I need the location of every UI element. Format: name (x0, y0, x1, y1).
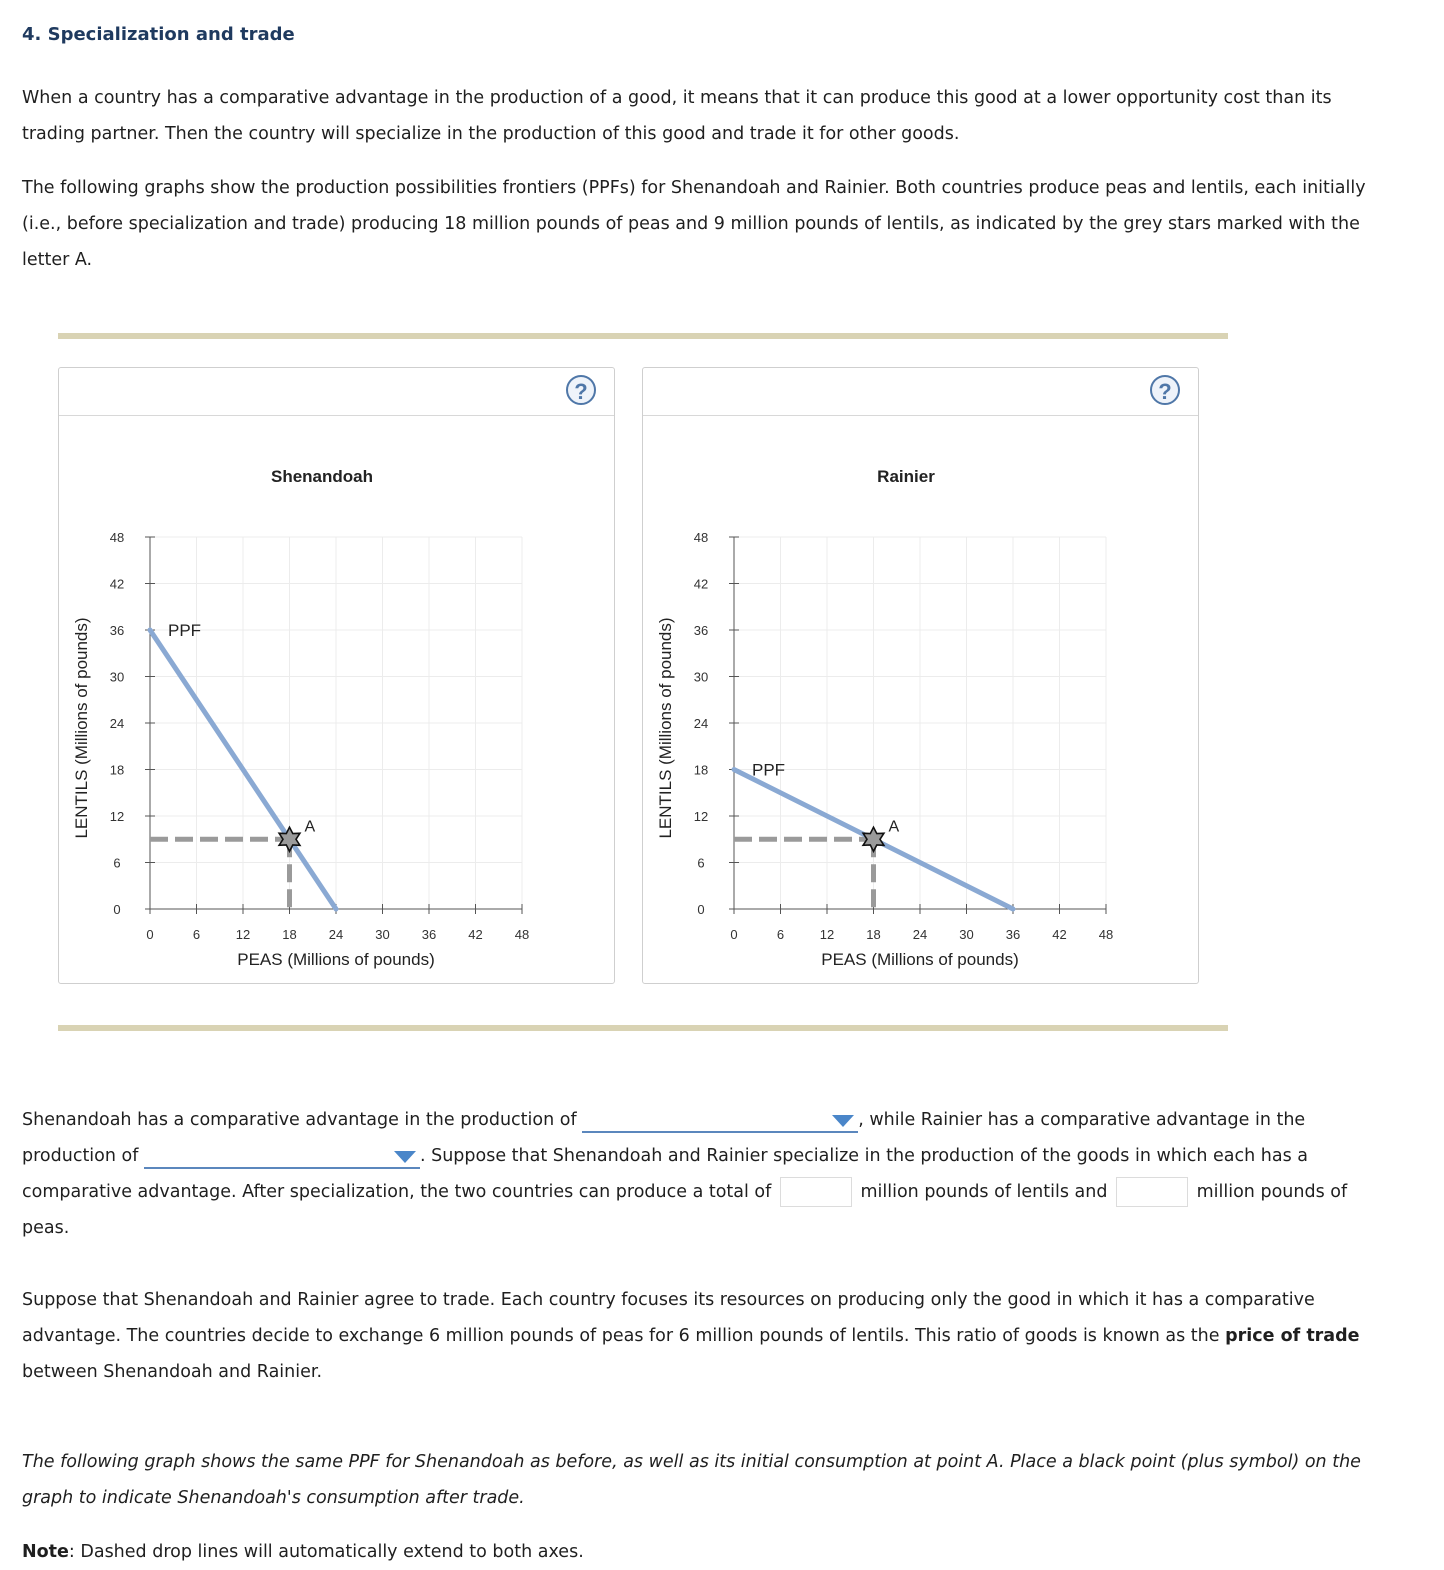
rainier-y-tick-label: 30 (693, 669, 709, 685)
shenandoah-graph-panel (58, 367, 615, 984)
rainier-graph-panel (642, 367, 1199, 984)
rainier-y-tick-label: 48 (693, 530, 709, 545)
trade-text-1: Suppose that Shenandoah and Rainier agree to trade. Each country focuses its resources on producing only the good in which it has a comparative advantage. The countries decide to exchange 6 million pounds of peas for 6 million pounds of lentils. This ratio of goods is known as the (22, 1290, 1315, 1346)
rainier-y-tick-label: 36 (693, 623, 709, 638)
rainier-y-tick-label: 0 (697, 902, 705, 917)
note-paragraph (22, 1534, 1392, 1570)
rainier-y-tick-label: 42 (693, 576, 709, 592)
rainier-x-tick-label: 12 (819, 927, 835, 942)
shenandoah-y-tick-label: 36 (109, 623, 125, 638)
rainier-y-tick-label: 24 (693, 716, 709, 731)
rainier-x-tick-label: 30 (959, 927, 974, 942)
shenandoah-ppf-label: PPF (168, 621, 202, 640)
rainier-x-tick-label: 48 (1098, 927, 1114, 942)
shenandoah-x-tick-label: 6 (192, 927, 201, 942)
trade-paragraph (22, 1282, 1392, 1390)
note-label: Note (22, 1542, 69, 1562)
rainier-y-tick-label: 12 (693, 809, 709, 824)
note-text: : Dashed drop lines will automatically extend to both axes. (68, 1542, 584, 1562)
rainier-point-a-star-icon (863, 827, 884, 851)
shenandoah-y-tick-label: 24 (109, 716, 125, 731)
shenandoah-x-tick-label: 48 (514, 927, 530, 942)
ppf-paragraph: The following graphs show the production possibilities frontiers (PPFs) for Shenandoah and Rainier. Both countries produce peas and lentils, each initially (i.e., before specialization and trade) producing 18 million pounds of peas and 9 million pounds of lentils, as indicated by the grey stars marked with the letter A. (22, 178, 1366, 270)
shenandoah-y-tick-label: 42 (109, 576, 125, 592)
price-of-trade-term: price of trade (1225, 1326, 1360, 1346)
shenandoah-graph[interactable] (59, 368, 614, 983)
total-lentils-input[interactable] (780, 1177, 852, 1207)
rainier-x-tick-label: 18 (866, 927, 881, 942)
instruction-paragraph: The following graph shows the same PPF for Shenandoah as before, as well as its initial consumption at point A. Place a black point (plus symbol) on the graph to indicate Shenandoah's consumption after trade. (22, 1452, 1361, 1508)
intro-paragraph: When a country has a comparative advantage in the production of a good, it means that it can produce this good at a lower opportunity cost than its trading partner. Then the country will specialize in the production of this good and trade it for other goods. (22, 88, 1332, 144)
shenandoah-chart-title: Shenandoah (270, 467, 374, 486)
shenandoah-y-tick-label: 12 (109, 809, 125, 824)
shenandoah-x-tick-label: 12 (235, 927, 251, 942)
shenandoah-x-tick-label: 18 (282, 927, 297, 942)
question-text-3: . Suppose that Shenandoah and Rainier specialize in the production of the goods in which each has a comparative advantage. After specialization, the two countries can produce a total of (22, 1146, 1309, 1202)
rainier-x-tick-label: 24 (912, 927, 928, 942)
shenandoah-x-tick-label: 42 (468, 927, 483, 942)
graph-section-top-bar (58, 333, 1228, 339)
graph-section-bottom-bar (58, 1025, 1228, 1031)
shenandoah-y-tick-label: 30 (109, 669, 125, 685)
rainier-ppf-label: PPF (752, 760, 786, 780)
shenandoah-help-button[interactable]: ? (566, 375, 596, 405)
rainier-x-tick-label: 36 (1005, 927, 1021, 942)
rainier-point-a-label: A (888, 818, 900, 836)
trade-text-2: between Shenandoah and Rainier. (22, 1362, 323, 1382)
shenandoah-x-tick-label: 24 (328, 927, 344, 942)
rainier-y-tick-label: 18 (693, 762, 709, 778)
question-text-5: million pounds of peas. (22, 1182, 1348, 1238)
dropdown-caret-icon (832, 1115, 854, 1127)
shenandoah-y-tick-label: 48 (109, 530, 125, 545)
rainier-chart-title: Rainier (877, 467, 935, 486)
question-text-1: Shenandoah has a comparative advantage in the production of (22, 1110, 577, 1130)
shenandoah-y-tick-label: 6 (113, 855, 121, 871)
dropdown-caret-icon (394, 1151, 416, 1163)
shenandoah-x-tick-label: 0 (146, 927, 154, 942)
shenandoah-point-a-label: A (304, 818, 316, 836)
total-peas-input[interactable] (1116, 1177, 1188, 1207)
shenandoah-y-tick-label: 0 (113, 902, 121, 917)
section-title: 4. Specialization and trade (22, 24, 295, 45)
rainier-y-axis-label: LENTILS (Millions of pounds) (656, 617, 675, 839)
rainier-x-tick-label: 0 (730, 927, 738, 942)
question-text-2: , while Rainier has a comparative advantage in the production of (22, 1110, 1306, 1166)
rainier-x-tick-label: 42 (1052, 927, 1067, 942)
shenandoah-x-tick-label: 30 (375, 927, 390, 942)
rainier-x-axis-label: PEAS (Millions of pounds) (821, 950, 1019, 969)
question-text-4: million pounds of lentils and (860, 1182, 1108, 1202)
rainier-help-button[interactable]: ? (1150, 375, 1180, 405)
shenandoah-x-axis-label: PEAS (Millions of pounds) (237, 950, 435, 969)
rainier-advantage-dropdown[interactable] (144, 1141, 420, 1169)
shenandoah-x-tick-label: 36 (421, 927, 437, 942)
shenandoah-y-tick-label: 18 (109, 762, 125, 778)
rainier-graph[interactable] (643, 368, 1198, 983)
question-paragraph (22, 1102, 1392, 1246)
rainier-x-tick-label: 6 (776, 927, 785, 942)
shenandoah-advantage-dropdown[interactable] (582, 1105, 858, 1133)
rainier-y-tick-label: 6 (697, 855, 705, 871)
shenandoah-y-axis-label: LENTILS (Millions of pounds) (72, 617, 91, 839)
